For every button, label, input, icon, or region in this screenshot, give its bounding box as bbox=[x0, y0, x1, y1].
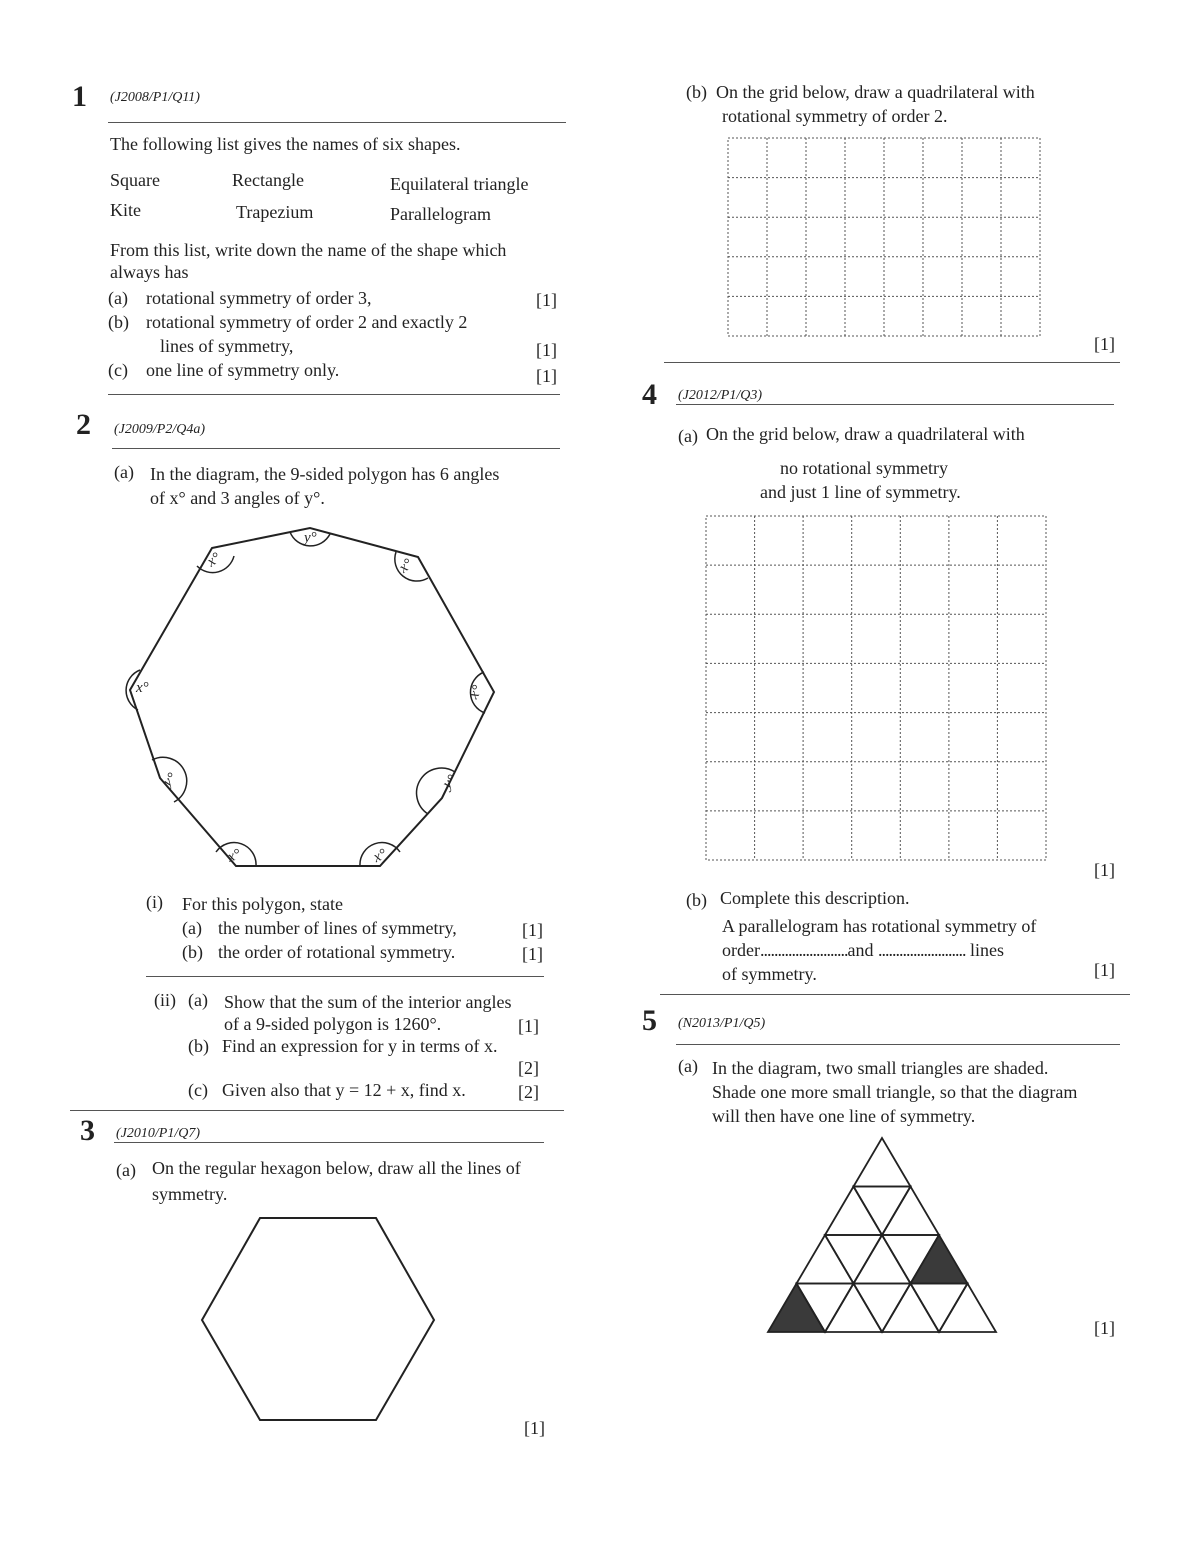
q3-b-label: (b) bbox=[686, 82, 707, 102]
q4-b-mark: [1] bbox=[1094, 960, 1115, 980]
q2-i-b-mark: [1] bbox=[522, 944, 543, 964]
shaded-small-triangle[interactable] bbox=[768, 1284, 825, 1333]
q4-a-label: (a) bbox=[678, 426, 698, 446]
q2-reference: (J2009/P2/Q4a) bbox=[114, 422, 205, 437]
q1-c-label: (c) bbox=[108, 360, 128, 380]
q4-b-order-blank[interactable]: ......................... bbox=[759, 940, 848, 960]
q2-ii-a-label: (a) bbox=[188, 990, 208, 1010]
q4-a-text2: no rotational symmetry bbox=[780, 458, 948, 478]
q4-b-and: and bbox=[847, 940, 874, 960]
q5-a-text1: In the diagram, two small triangles are shaded. bbox=[712, 1058, 1049, 1078]
q5-reference: (N2013/P1/Q5) bbox=[678, 1016, 766, 1031]
q1-b-label: (b) bbox=[108, 312, 129, 332]
q2-ii-c-mark: [2] bbox=[518, 1082, 539, 1102]
q1-b-text2: lines of symmetry, bbox=[160, 336, 294, 356]
angle-label-x-5: x° bbox=[225, 846, 243, 866]
q1-intro: The following list gives the names of six shapes. bbox=[110, 134, 461, 154]
small-triangle[interactable] bbox=[882, 1284, 939, 1333]
q2-i-b-label: (b) bbox=[182, 942, 203, 962]
q4-b-text2: A parallelogram has rotational symmetry of bbox=[722, 916, 1037, 936]
q3-reference: (J2010/P1/Q7) bbox=[116, 1126, 200, 1141]
angle-label-x-3: x° bbox=[465, 682, 486, 702]
q3-a-mark: [1] bbox=[524, 1418, 545, 1438]
q4-a-text1: On the grid below, draw a quadrilateral with bbox=[706, 424, 1025, 444]
q2-ii-b-mark: [2] bbox=[518, 1058, 539, 1078]
small-triangle[interactable] bbox=[854, 1138, 911, 1187]
q3-a-label: (a) bbox=[116, 1160, 136, 1180]
q5-a-text3: will then have one line of symmetry. bbox=[712, 1106, 976, 1126]
q1-c-text: one line of symmetry only. bbox=[146, 360, 340, 380]
q4-b-text4: of symmetry. bbox=[722, 964, 817, 984]
q4-reference: (J2012/P1/Q3) bbox=[678, 388, 762, 403]
q2-ii-label: (ii) bbox=[154, 990, 176, 1010]
q3-number: 3 bbox=[80, 1114, 95, 1147]
q4-b-order: order bbox=[722, 940, 760, 960]
q2-number: 2 bbox=[76, 408, 91, 441]
shaded-small-triangle[interactable] bbox=[911, 1235, 968, 1284]
q1-reference: (J2008/P1/Q11) bbox=[110, 90, 200, 105]
q2-a-label: (a) bbox=[114, 462, 134, 482]
q3-b-text1: On the grid below, draw a quadrilateral with bbox=[716, 82, 1035, 102]
q2-i-label: (i) bbox=[146, 892, 163, 912]
angle-label-x-4: x° bbox=[371, 846, 390, 866]
q1-a-text: rotational symmetry of order 3, bbox=[146, 288, 372, 308]
q2-a-text1: In the diagram, the 9-sided polygon has 6 angles bbox=[150, 464, 500, 484]
q5-number: 5 bbox=[642, 1004, 657, 1037]
angle-label-x-2: x° bbox=[396, 555, 416, 577]
angle-label-y-2: y° bbox=[439, 772, 461, 793]
q1-c-mark: [1] bbox=[536, 366, 557, 386]
q5-a-mark: [1] bbox=[1094, 1318, 1115, 1338]
small-triangle[interactable] bbox=[882, 1187, 939, 1236]
q1-b-text1: rotational symmetry of order 2 and exactly 2 bbox=[146, 312, 468, 332]
q2-ii-a-text2: of a 9-sided polygon is 1260°. bbox=[224, 1014, 442, 1034]
q4-a-mark: [1] bbox=[1094, 860, 1115, 880]
small-triangle[interactable] bbox=[911, 1284, 968, 1333]
q2-i-a-mark: [1] bbox=[522, 920, 543, 940]
q3-b-text2: rotational symmetry of order 2. bbox=[722, 106, 948, 126]
q1-shape-rectangle: Rectangle bbox=[232, 170, 304, 190]
q1-b-mark: [1] bbox=[536, 340, 557, 360]
q1-question-line1: From this list, write down the name of the shape which bbox=[110, 240, 507, 260]
q2-i-text: For this polygon, state bbox=[182, 894, 343, 914]
q1-shape-equilateral-triangle: Equilateral triangle bbox=[390, 174, 529, 194]
angle-label-x-6: x° bbox=[136, 680, 149, 696]
q1-a-mark: [1] bbox=[536, 290, 557, 310]
small-triangle[interactable] bbox=[854, 1235, 911, 1284]
q1-shape-kite: Kite bbox=[110, 200, 141, 220]
small-triangle[interactable] bbox=[825, 1235, 882, 1284]
q2-i-a-label: (a) bbox=[182, 918, 202, 938]
q1-shape-parallelogram: Parallelogram bbox=[390, 204, 491, 224]
q2-ii-b-text: Find an expression for y in terms of x. bbox=[222, 1036, 498, 1056]
q3-a-text1: On the regular hexagon below, draw all the lines of bbox=[152, 1158, 521, 1178]
angle-label-y-3: y° bbox=[159, 770, 181, 791]
q1-shape-square: Square bbox=[110, 170, 160, 190]
q2-ii-b-label: (b) bbox=[188, 1036, 209, 1056]
q3-b-mark: [1] bbox=[1094, 334, 1115, 354]
q2-ii-a-text1: Show that the sum of the interior angles bbox=[224, 992, 512, 1012]
small-triangle[interactable] bbox=[854, 1284, 911, 1333]
q1-number: 1 bbox=[72, 80, 87, 113]
small-triangle[interactable] bbox=[825, 1284, 882, 1333]
q4-b-lines-blank[interactable]: ......................... bbox=[877, 940, 966, 960]
q2-ii-a-mark: [1] bbox=[518, 1016, 539, 1036]
small-triangle[interactable] bbox=[854, 1187, 911, 1236]
small-triangle[interactable] bbox=[939, 1284, 996, 1333]
angle-label-y-1: y° bbox=[304, 530, 317, 546]
q2-ii-c-label: (c) bbox=[188, 1080, 208, 1100]
q1-a-label: (a) bbox=[108, 288, 128, 308]
q2-i-a-text: the number of lines of symmetry, bbox=[218, 918, 457, 938]
q3-a-text2: symmetry. bbox=[152, 1184, 228, 1204]
q4-b-text1: Complete this description. bbox=[720, 888, 910, 908]
small-triangle[interactable] bbox=[825, 1187, 882, 1236]
q2-i-b-text: the order of rotational symmetry. bbox=[218, 942, 456, 962]
q2-ii-c-text: Given also that y = 12 + x, find x. bbox=[222, 1080, 466, 1100]
q5-a-text2: Shade one more small triangle, so that the diagram bbox=[712, 1082, 1078, 1102]
q2-a-text2: of x° and 3 angles of y°. bbox=[150, 488, 325, 508]
q1-shape-trapezium: Trapezium bbox=[236, 202, 314, 222]
q5-a-label: (a) bbox=[678, 1056, 698, 1076]
q1-question-line2: always has bbox=[110, 262, 189, 282]
q4-b-label: (b) bbox=[686, 890, 707, 910]
small-triangle[interactable] bbox=[797, 1235, 854, 1284]
q4-a-text3: and just 1 line of symmetry. bbox=[760, 482, 961, 502]
q4-number: 4 bbox=[642, 378, 657, 411]
q4-b-lines: lines bbox=[969, 940, 1004, 960]
angle-label-x-1: x° bbox=[204, 549, 224, 571]
